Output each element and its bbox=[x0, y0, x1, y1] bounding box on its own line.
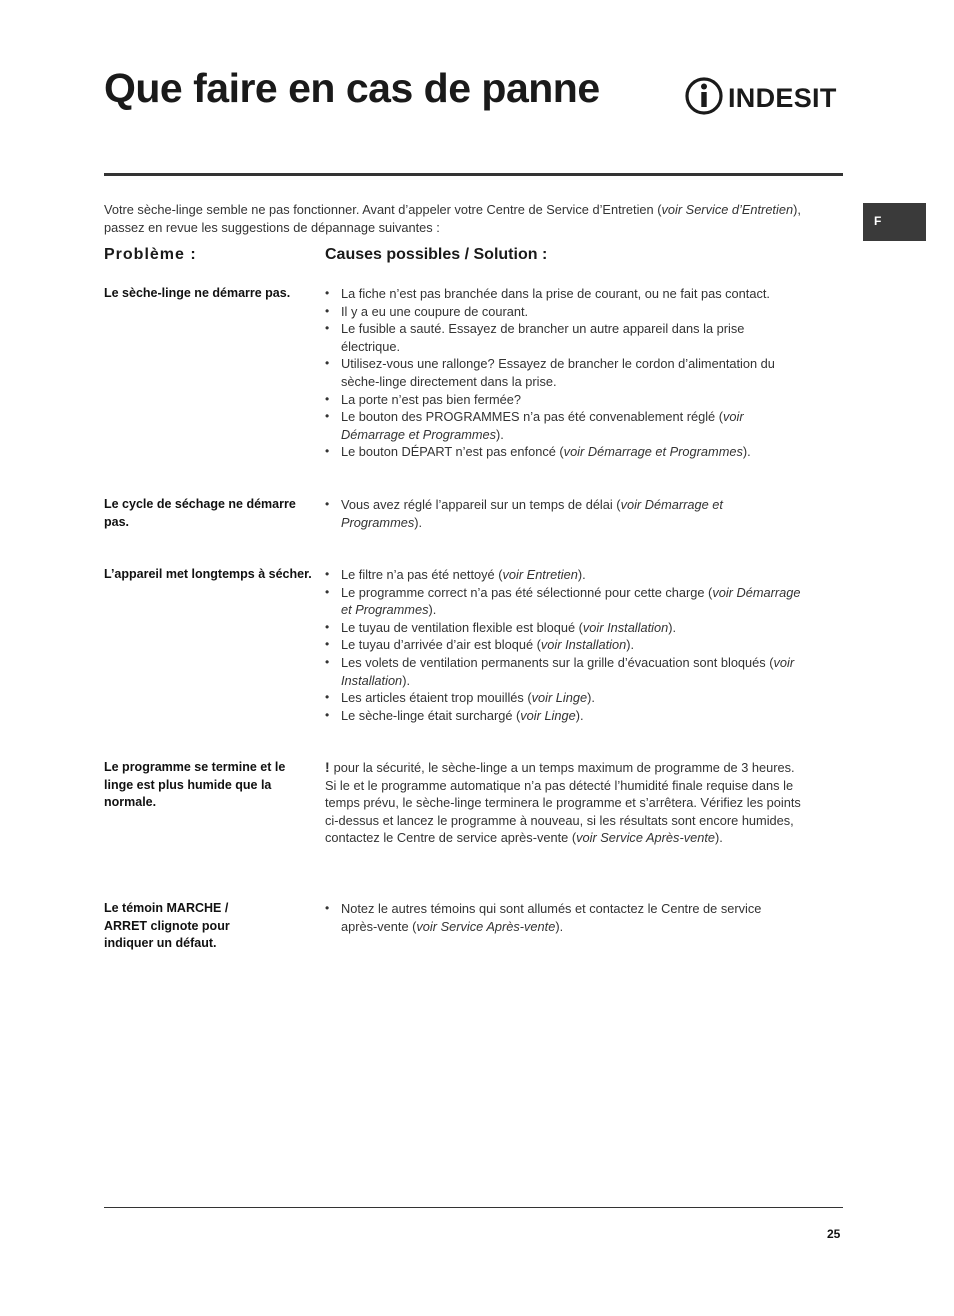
problem-label: L’appareil met longtemps à sécher. bbox=[104, 567, 312, 581]
causes-list bbox=[325, 285, 805, 461]
cause-item: • Le tuyau de ventilation flexible est bloqué (voir Installation). bbox=[325, 619, 805, 637]
cause-item: • Vous avez réglé l’appareil sur un temps de délai (voir Démarrage et Programmes). bbox=[325, 496, 805, 531]
footer-divider bbox=[104, 1207, 843, 1208]
cause-item: • Notez le autres témoins qui sont allumés et contactez le Centre de service après-vente (voir Service Après-vente). bbox=[325, 900, 765, 935]
cause-item: • Le programme correct n’a pas été sélectionné pour cette charge (voir Démarrage et Programmes). bbox=[325, 584, 805, 619]
language-tab: F bbox=[863, 203, 926, 241]
problem-label: Le sèche-linge ne démarre pas. bbox=[104, 286, 291, 300]
causes-list bbox=[325, 496, 805, 531]
causes-column-header: Causes possibles / Solution : bbox=[325, 246, 548, 263]
problem-label: Le témoin MARCHE / ARRET clignote pour indiquer un défaut. bbox=[104, 901, 230, 950]
cause-item: • La fiche n’est pas branchée dans la prise de courant, ou ne fait pas contact. bbox=[325, 285, 805, 303]
cause-item: • Le tuyau d’arrivée d’air est bloqué (voir Installation). bbox=[325, 636, 805, 654]
page-title: Que faire en cas de panne bbox=[104, 65, 600, 111]
cause-item: • Les volets de ventilation permanents sur la grille d’évacuation sont bloqués (voir Installation). bbox=[325, 654, 805, 689]
header-divider bbox=[104, 173, 843, 176]
cause-item: • La porte n’est pas bien fermée? bbox=[325, 391, 805, 409]
page-number: 25 bbox=[827, 1227, 841, 1241]
cause-item: • Le sèche-linge était surchargé (voir Linge). bbox=[325, 707, 805, 725]
causes-list bbox=[325, 900, 765, 935]
cause-item: • Le filtre n’a pas été nettoyé (voir Entretien). bbox=[325, 566, 805, 584]
cause-item: • Les articles étaient trop mouillés (voir Linge). bbox=[325, 689, 805, 707]
safety-note: ! pour la sécurité, le sèche-linge a un temps maximum de programme de 3 heures. Si le et le programme automatique n’a pas détecté l’humidité finale requise dans le temps prévu, le sèche-linge terminera le programme et s’arrêtera. Vérifiez les points ci-dessus et lancez le programme à nouveau, si les résultats sont encore humides, contactez le Centre de service après-vente (voir Service Après-vente). bbox=[325, 759, 801, 846]
cause-item: • Le bouton DÉPART n’est pas enfoncé (voir Démarrage et Programmes). bbox=[325, 443, 805, 461]
causes-list bbox=[325, 566, 805, 724]
cause-item: • Le bouton des PROGRAMMES n’a pas été convenablement réglé (voir Démarrage et Programmes). bbox=[325, 408, 805, 443]
intro-text: Votre sèche-linge semble ne pas fonctionner. Avant d’appeler votre Centre de Service d’Entretien (voir Service d’Entretien), passez en revue les suggestions de dépannage suivantes : bbox=[104, 202, 801, 235]
cause-item: • Utilisez-vous une rallonge? Essayez de brancher le cordon d’alimentation du sèche-linge directement dans la prise. bbox=[325, 355, 805, 390]
svg-text:INDESIT: INDESIT bbox=[728, 83, 837, 113]
indesit-logo bbox=[684, 75, 844, 117]
problem-column-header: Problème : bbox=[104, 246, 197, 263]
problem-label: Le cycle de séchage ne démarre pas. bbox=[104, 497, 296, 529]
warning-mark: ! bbox=[325, 759, 330, 775]
cause-item: • Il y a eu une coupure de courant. bbox=[325, 303, 805, 321]
intro-ref: voir Service d’Entretien bbox=[661, 202, 794, 217]
problem-label: Le programme se termine et le linge est plus humide que la normale. bbox=[104, 760, 286, 809]
cause-item: • Le fusible a sauté. Essayez de brancher un autre appareil dans la prise électrique. bbox=[325, 320, 805, 355]
